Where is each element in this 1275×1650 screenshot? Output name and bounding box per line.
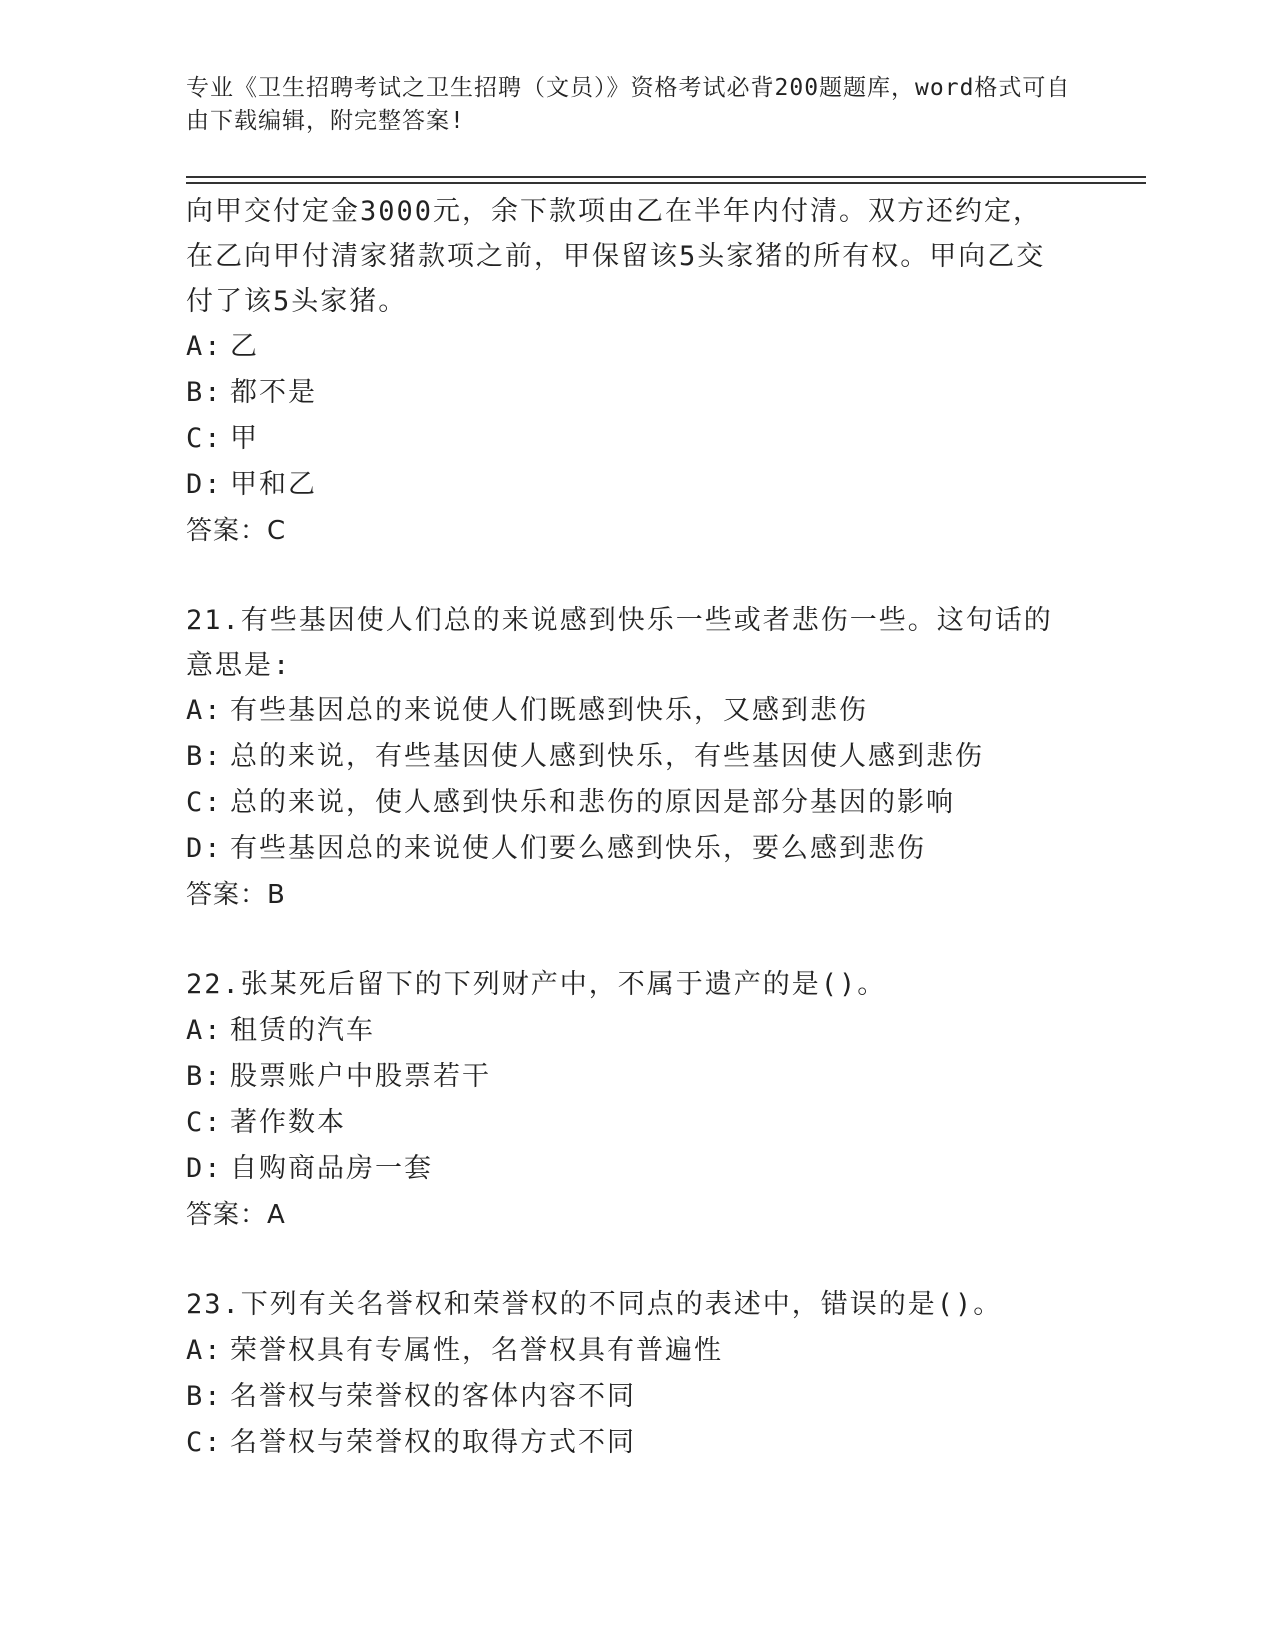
option-letter: B: [186,1381,223,1412]
option-text: 名誉权与荣誉权的取得方式不同 [230,1427,636,1458]
document-header [186,72,1076,138]
option-a [186,1328,1066,1374]
option-text: 自购商品房一套 [230,1153,433,1184]
question-21 [186,598,1066,918]
option-letter: A: [186,331,223,362]
header-rule-top [186,176,1146,178]
option-text: 著作数本 [230,1107,346,1138]
option-b [186,1374,1066,1420]
document-title: 专业《卫生招聘考试之卫生招聘（文员）》资格考试必背200题题库，word格式可自由下载编辑，附完整答案! [186,75,1071,134]
question-stem: 23.下列有关名誉权和荣誉权的不同点的表述中，错误的是()。 [186,1289,1003,1320]
option-letter: A: [186,695,223,726]
option-text: 名誉权与荣誉权的客体内容不同 [230,1381,636,1412]
question-20 [186,189,1066,554]
header-rule-bottom [186,182,1146,184]
option-letter: D: [186,833,223,864]
option-d [186,1146,1066,1192]
option-letter: C: [186,1427,223,1458]
option-c [186,1100,1066,1146]
option-letter: A: [186,1015,223,1046]
option-c [186,416,1066,462]
option-letter: A: [186,1335,223,1366]
option-letter: B: [186,741,223,772]
option-letter: B: [186,1061,223,1092]
question-23 [186,1282,1066,1466]
option-d [186,462,1066,508]
option-b [186,1054,1066,1100]
option-letter: C: [186,1107,223,1138]
option-text: 乙 [230,331,259,362]
option-text: 甲 [230,423,259,454]
option-text: 租赁的汽车 [230,1015,375,1046]
option-b [186,370,1066,416]
answer-line: 答案：C [186,516,287,546]
question-stem: 22.张某死后留下的下列财产中，不属于遗产的是()。 [186,969,887,1000]
answer-line: 答案：A [186,1200,286,1230]
answer-line: 答案：B [186,880,286,910]
option-letter: C: [186,423,223,454]
option-text: 有些基因总的来说使人们要么感到快乐，要么感到悲伤 [230,833,926,864]
question-stem: 21.有些基因使人们总的来说感到快乐一些或者悲伤一些。这句话的意思是: [186,605,1053,681]
option-letter: D: [186,469,223,500]
option-b [186,734,1066,780]
option-text: 有些基因总的来说使人们既感到快乐，又感到悲伤 [230,695,868,726]
question-list [186,189,1066,1466]
option-text: 都不是 [230,377,317,408]
option-c [186,780,1066,826]
option-text: 荣誉权具有专属性，名誉权具有普遍性 [230,1335,723,1366]
question-22 [186,962,1066,1238]
option-d [186,826,1066,872]
option-letter: D: [186,1153,223,1184]
option-a [186,688,1066,734]
option-text: 总的来说，使人感到快乐和悲伤的原因是部分基因的影响 [230,787,955,818]
question-stem: 向甲交付定金3000元，余下款项由乙在半年内付清。双方还约定，在乙向甲付清家猪款项之前，甲保留该5头家猪的所有权。甲向乙交付了该5头家猪。 [186,196,1046,317]
option-text: 股票账户中股票若干 [230,1061,491,1092]
option-text: 总的来说，有些基因使人感到快乐，有些基因使人感到悲伤 [230,741,984,772]
option-letter: B: [186,377,223,408]
option-a [186,324,1066,370]
option-a [186,1008,1066,1054]
option-c [186,1420,1066,1466]
option-letter: C: [186,787,223,818]
option-text: 甲和乙 [230,469,317,500]
